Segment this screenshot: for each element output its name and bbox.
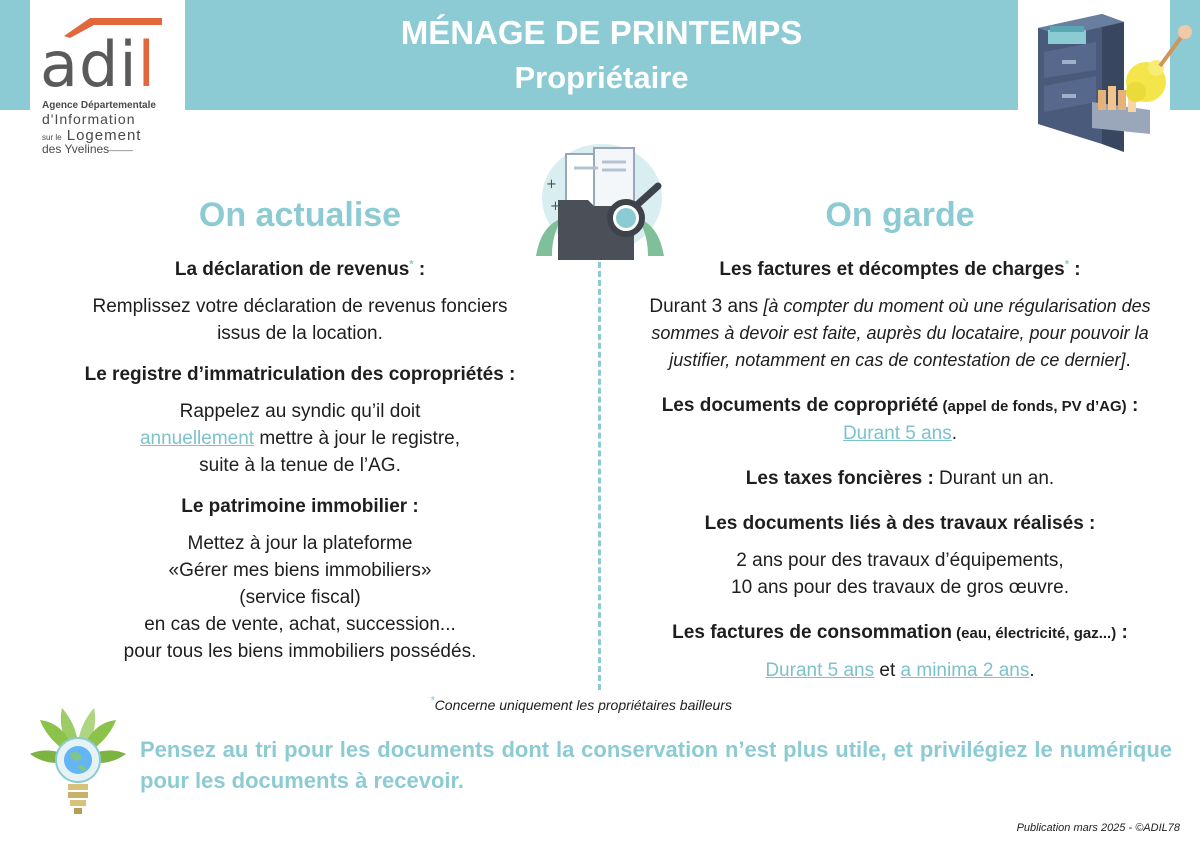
logo-wordmark: adil [40, 28, 156, 101]
section-title-factures-charges: Les factures et décomptes de charges* : [719, 258, 1081, 280]
section-text-registre: Rappelez au syndic qu’il doit annuellement mettre à jour le registre, suite à la tenue de l’AG. [139, 401, 460, 476]
section-text-copropriete: Durant 5 ans. [842, 423, 958, 444]
link-a-minima-2-ans[interactable]: a minima 2 ans [900, 660, 1030, 681]
column-divider [598, 262, 601, 690]
section-title-copropriete: Les documents de copropriété (appel de fonds, PV d’AG) : [661, 395, 1139, 416]
logo-line-3: sur le Logement [42, 127, 142, 144]
right-column [615, 256, 1185, 684]
banner-left-strip [0, 0, 30, 110]
logo-line-2: d'Information [42, 111, 136, 127]
tip-message: Pensez au tri pour les documents dont la conservation n’est plus utile, et privilégiez le numérique pour les documents à recevoir. [140, 737, 1172, 793]
logo-line-1: Agence Départementale [42, 100, 156, 111]
section-title-registre: Le registre d’immatriculation des copropriétés : [84, 364, 516, 385]
section-title-consommation: Les factures de consommation (eau, électricité, gaz...) : [672, 622, 1128, 643]
folder-magnifier-icon [522, 138, 678, 266]
left-column [40, 256, 560, 665]
logo-line-4: des Yvelines——— [42, 142, 134, 156]
page-title: MÉNAGE DE PRINTEMPS [400, 14, 803, 51]
page-subtitle: Propriétaire [514, 60, 689, 95]
section-text-factures-charges: Durant 3 ans [à compter du moment où une régularisation des sommes à devoir est faite, auprès du locataire, pour pouvoir la justifier, notamment en cas de contestation de ce dernier]. [649, 296, 1151, 371]
section-title-patrimoine: Le patrimoine immobilier : [181, 496, 419, 517]
link-durant-5-ans-conso[interactable]: Durant 5 ans [765, 660, 875, 681]
section-text-consommation: Durant 5 ans et a minima 2 ans. [765, 660, 1035, 681]
link-durant-5-ans[interactable]: Durant 5 ans [842, 423, 952, 444]
eco-bulb-icon [28, 702, 128, 822]
section-title-declaration: La déclaration de revenus* : [174, 258, 426, 280]
heading-on-garde: On garde [825, 196, 975, 234]
publication-info: Publication mars 2025 - ©ADIL78 [1016, 822, 1180, 834]
svg-text:+: + [546, 177, 557, 192]
svg-text:+: + [550, 199, 561, 214]
section-taxes-foncieres: Les taxes foncières : Durant un an. [745, 468, 1055, 489]
filing-cabinet-icon [1032, 6, 1192, 156]
section-text-declaration: Remplissez votre déclaration de revenus fonciers issus de la location. [92, 296, 508, 344]
section-text-patrimoine: Mettez à jour la plateforme «Gérer mes biens immobiliers» (service fiscal) en cas de vente, achat, succession... pour tous les biens immobiliers possédés. [123, 533, 477, 662]
section-text-travaux: 2 ans pour des travaux d’équipements, 10 ans pour des travaux de gros œuvre. [731, 550, 1069, 598]
section-title-travaux: Les documents liés à des travaux réalisés : [704, 513, 1096, 534]
heading-on-actualise: On actualise [198, 196, 402, 234]
svg-text:+: + [562, 214, 572, 227]
adil-logo [30, 0, 185, 160]
link-annuellement[interactable]: annuellement [139, 428, 255, 449]
footnote: *Concerne uniquement les propriétaires bailleurs [430, 693, 732, 713]
